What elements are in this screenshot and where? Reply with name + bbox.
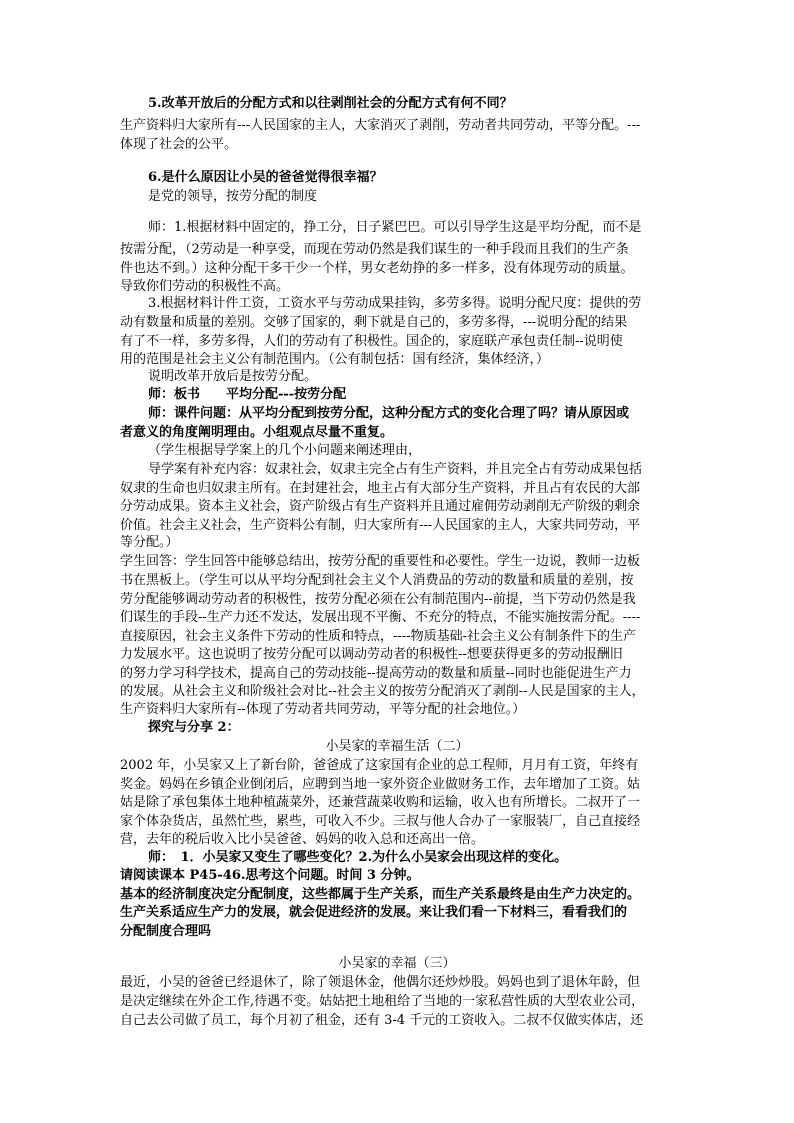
text-line: 价值。社会主义社会，生产资料公有制，归大家所有---人民国家的主人，大家共同劳动，平 [120,518,641,533]
courseware-question-cont: 者意义的角度阐明理由。小组观点尽量不重复。 [120,425,394,440]
text-line: 生产资料归大家所有---人民国家的主人，大家消灭了剥削，劳动者共同劳动，平等分配。--- [120,118,641,133]
section-title-2: 小吴家的幸福生活（二） [325,739,469,754]
text-line: 力发展水平。这也说明了按劳分配可以调动劳动者的积极性--想要获得更多的劳动报酬旧 [120,647,623,662]
text-line: 动有数量和质量的差别。交够了国家的，剩下就是自己的，多劳多得，---说明分配的结果 [120,315,628,330]
text-line: 有了不一样，多劳多得，人们的劳动有了积极性。国企的，家庭联产承包责任制--说明使 [120,334,623,349]
explore-share-heading: 探究与分享 2： [148,720,240,735]
teacher-question: 师： 1．小吴家又变生了哪些变化？2.为什么小吴家会出现这样的变化。 [148,850,568,865]
text-line: 自己去公司做了员工，每个月初了租金，还有 3-4 千元的工资收入。二叔不仅做实体店，还 [120,1013,644,1028]
text-line: 家个体杂货店，虽然忙些，累些，可收入不少。三叔与他人合办了一家服装厂，自己直接经 [120,814,641,829]
text-line: 3.根据材料计件工资，工资水平与劳动成果挂钩，多劳多得。说明分配尺度：提供的劳 [148,296,642,311]
courseware-question: 师：课件问题：从平均分配到按劳分配，这种分配方式的变化合理了吗？请从原因或 [148,406,630,421]
text-line: 劳分配能够调动劳动者的积极性，按劳分配必须在公有制范围内--前提，当下劳动仍然是我 [120,592,636,607]
text-line: 营，去年的税后收入比小吴爸爸、妈妈的收入总和还高出一倍。 [120,832,485,847]
reading-instruction: 请阅读课本 P45-46.思考这个问题。时间 3 分钟。 [120,868,420,883]
text-line: 说明改革开放后是按劳分配。 [148,369,318,384]
text-line: 分劳动成果。资本主义社会，资产阶级占有生产资料并且通过雇佣劳动剥削无产阶级的剩余 [120,499,641,514]
answer-6: 是党的领导，按劳分配的制度 [148,189,318,204]
section-title-3: 小吴家的幸福（三） [338,956,456,971]
text-line: 书在黑板上。（学生可以从平均分配到社会主义个人消费品的劳动的数量和质量的差别，按 [120,573,634,588]
text-line: 是决定继续在外企工作,待遇不变。姑姑把土地租给了当地的一家私营性质的大型农业公司， [120,994,645,1009]
text-line: 的发展。从社会主义和阶级社会对比--社会主义的按劳分配消灭了剥削--人民是国家的主人， [120,684,645,699]
blackboard-note: 师：板书 平均分配---按劳分配 [148,387,347,402]
question-6: 6.是什么原因让小吴的爸爸觉得很幸福？ [148,170,383,185]
question-5: 5.改革开放后的分配方式和以往剥削社会的分配方式有何不同？ [148,96,513,111]
text-line: 用的范围是社会主义公有制范围内。（公有制包括：国有经济，集体经济，） [120,352,550,367]
text-line: 奖金。妈妈在乡镇企业倒闭后，应聘到当地一家外资企业做财务工作，去年增加了工资。姑 [120,777,641,792]
text-line: 姑是除了承包集体土地种植蔬菜外，还兼营蔬菜收购和运输，收入也有所增长。二叔开了一 [120,795,641,810]
text-line: 学生回答：学生回答中能够总结出，按劳分配的重要性和必要性。学生一边说，教师一边板 [120,554,641,569]
text-line: 导学案有补充内容：奴隶社会，奴隶主完全占有生产资料，并且完全占有劳动成果包括 [148,462,643,477]
text-line: 直接原因，社会主义条件下劳动的性质和特点，----物质基础-社会主义公有制条件下的生产 [120,629,636,644]
conclusion-line: 基本的经济制度决定分配制度，这些都属于生产关系，而生产关系最终是由生产力决定的。 [120,887,641,902]
conclusion-line: 生产关系适应生产力的发展，就会促进经济的发展。来让我们看一下材料三，看看我们的 [120,905,628,920]
text-line: 等分配。） [120,535,179,550]
text-line: 的努力学习科学技术，提高自己的劳动技能--提高劳动的数量和质量--同时也能促进生产力 [120,666,632,681]
text-line: 师：1.根据材料中固定的，挣工分，日子紧巴巴。可以引导学生这是平均分配，而不是 [148,220,642,235]
text-line: 们谋生的手段--生产力还不发达，发展出现不平衡、不充分的特点，不能实施按需分配。---- [120,610,641,625]
text-line: 最近，小吴的爸爸已经退休了，除了领退休金，他偶尔还炒炒股。妈妈也到了退休年龄，但 [120,975,641,990]
text-line: （学生根据导学案上的几个小问题来阐述理由， [148,443,422,458]
text-line: 按需分配，（2劳动是一种享受，而现在劳动仍然是我们谋生的一种手段而且我们的生产条 [120,242,629,257]
text-line: 体现了社会的公平。 [120,137,238,152]
text-line: 奴隶的生命也归奴隶主所有。在封建社会，地主占有大部分生产资料，并且占有农民的大部 [120,481,641,496]
text-line: 导致你们劳动的积极性不高。 [120,279,290,294]
text-line: 生产资料归大家所有--体现了劳动者共同劳动，平等分配的社会地位。） [120,702,526,717]
text-line: 2002 年，小吴家又上了新台阶，爸爸成了这家国有企业的总工程师，月月有工资，年终有 [120,758,639,773]
text-line: 件也达不到。）这种分配干多干少一个样，男女老幼挣的多一样多，没有体现劳动的质量。 [120,261,634,276]
conclusion-line: 分配制度合理吗 [120,924,212,939]
